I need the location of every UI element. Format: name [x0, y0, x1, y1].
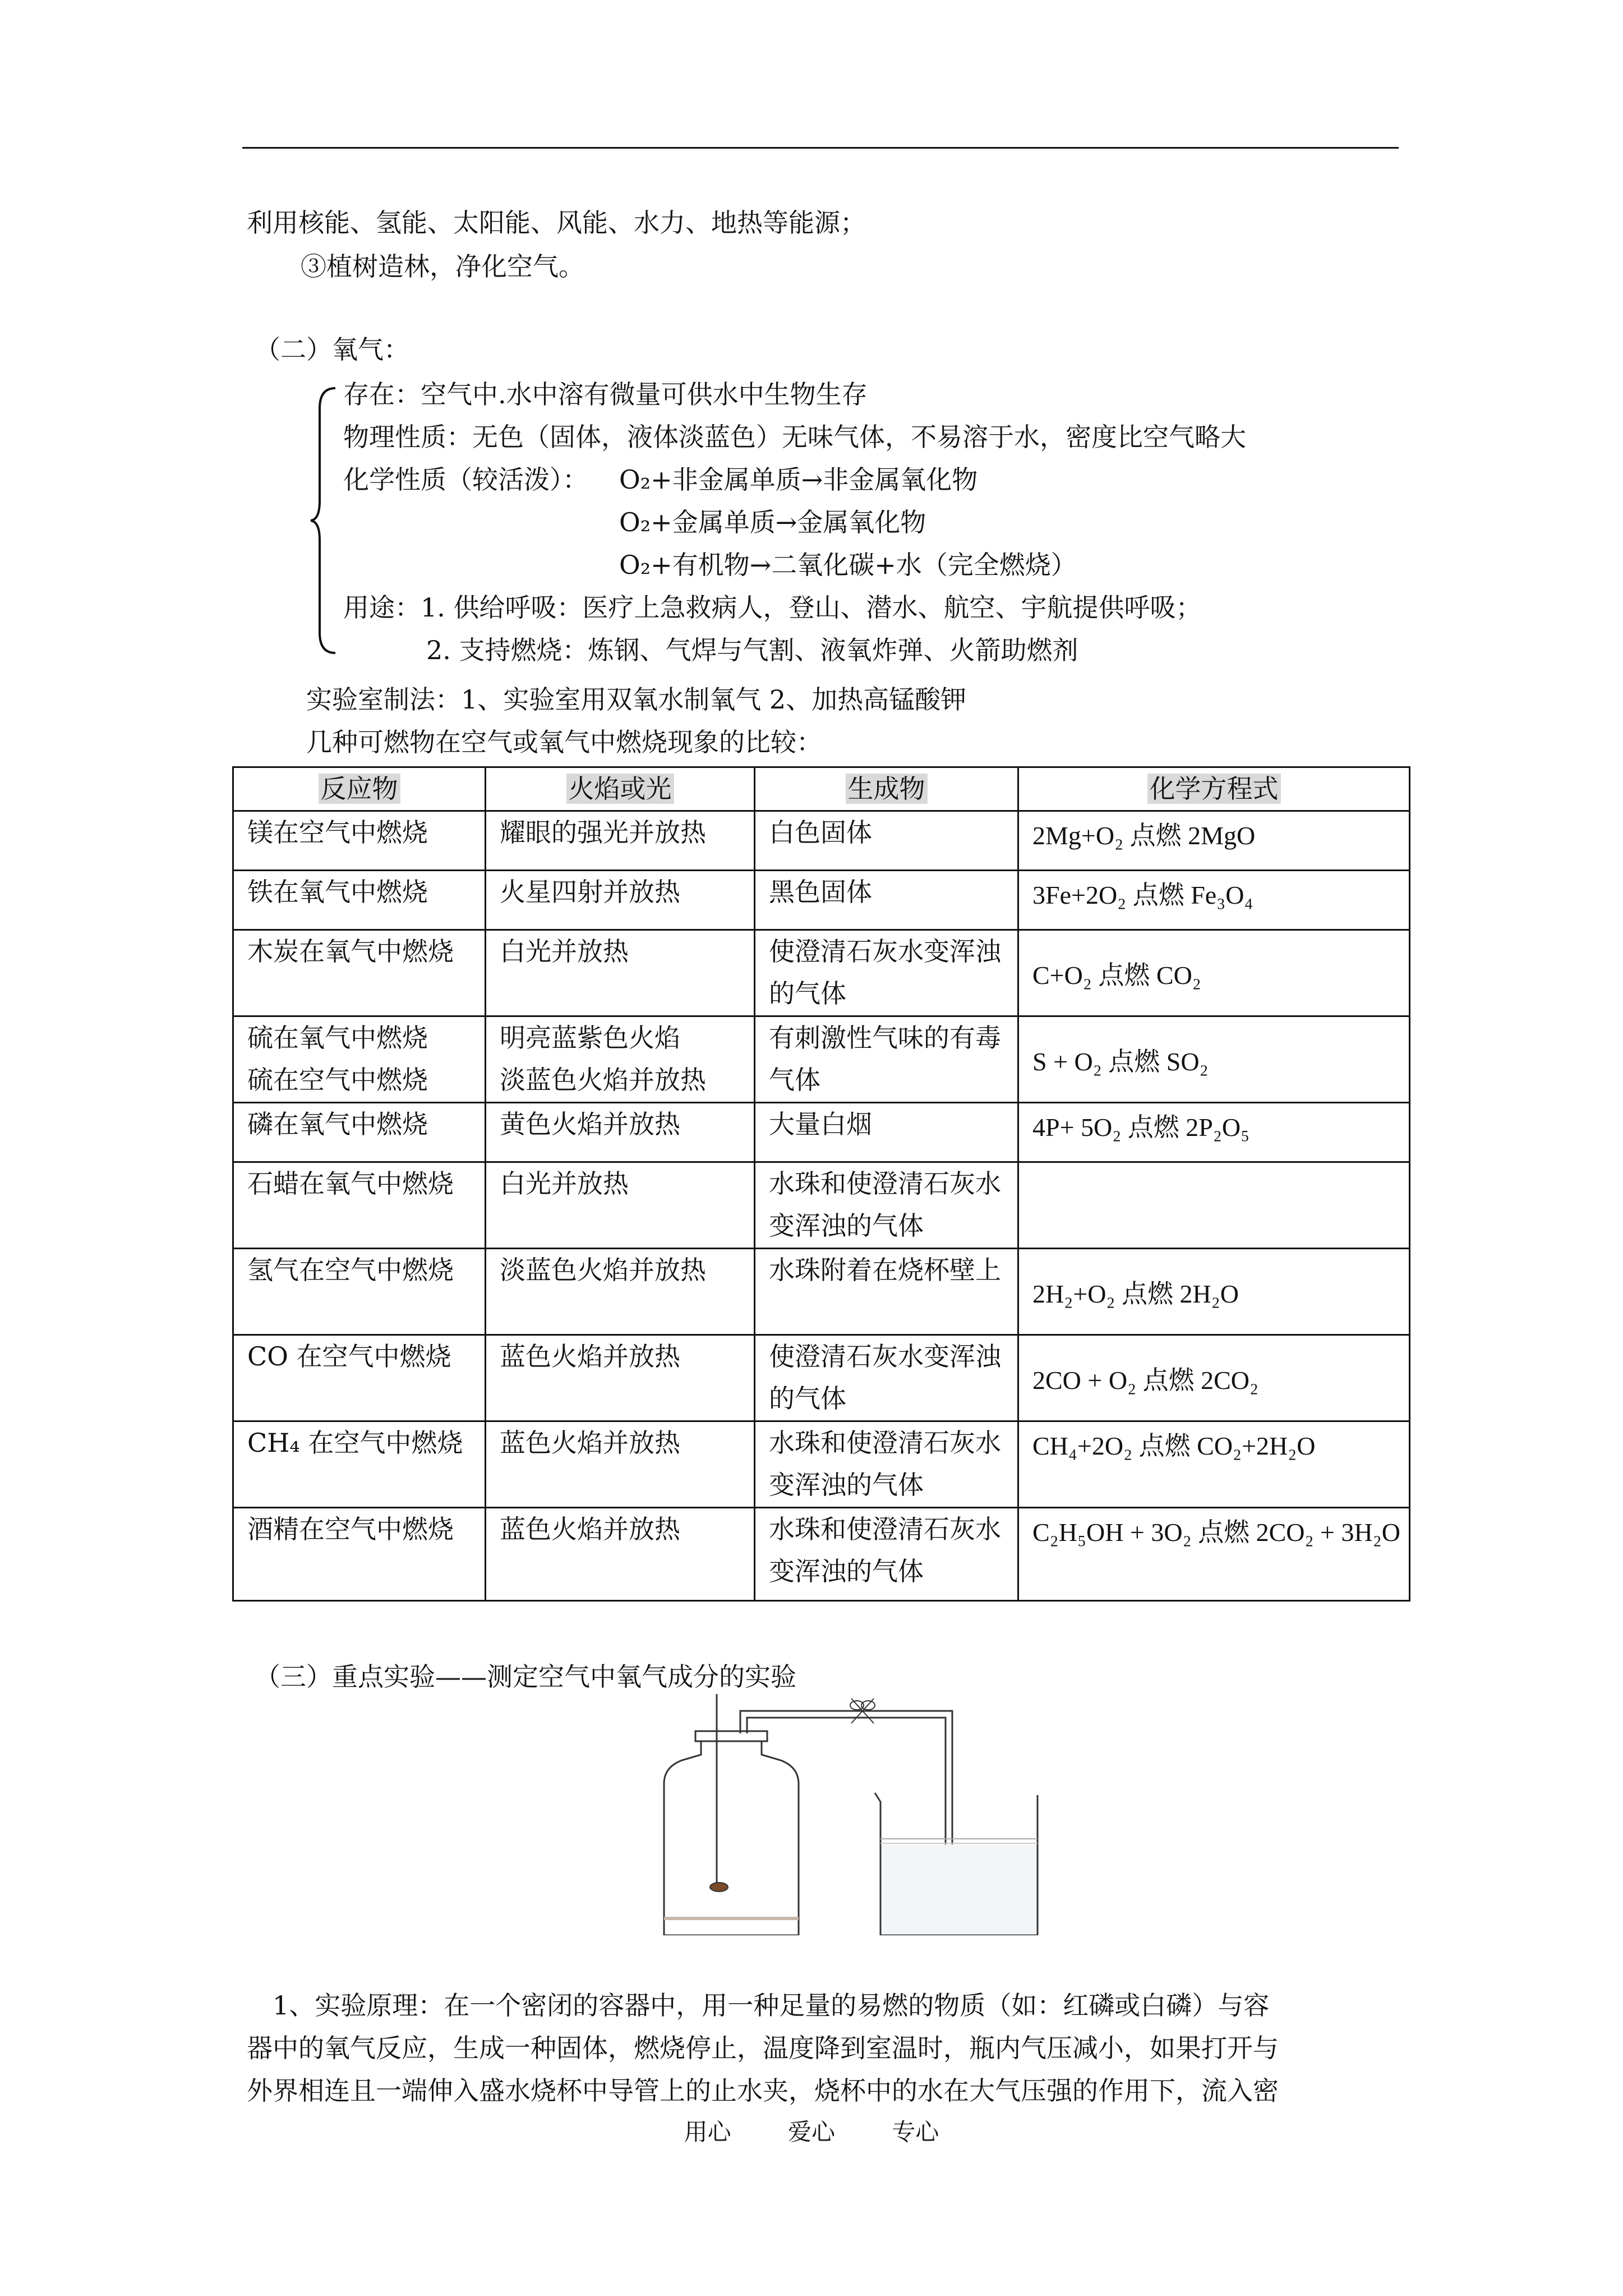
- header-rule: [242, 147, 1399, 149]
- cell-reactant: 木炭在氧气中燃烧: [233, 930, 486, 1016]
- cell-reactant: 石蜡在氧气中燃烧: [233, 1162, 486, 1249]
- cell-flame: 白光并放热: [486, 1162, 755, 1249]
- footer-text: 爱心: [787, 2118, 835, 2146]
- cell-equation: 3Fe+2O₂ 点燃 Fe₃O₄: [1018, 871, 1410, 930]
- cell-product: 有刺激性气味的有毒气体: [755, 1016, 1018, 1103]
- comparison-title: 几种可燃物在空气或氧气中燃烧现象的比较：: [306, 727, 822, 757]
- cell-flame: 淡蓝色火焰并放热: [486, 1249, 755, 1335]
- cell-flame: 蓝色火焰并放热: [486, 1335, 755, 1421]
- cell-reactant: 氢气在空气中燃烧: [233, 1249, 486, 1335]
- section-heading-oxygen: （二）氧气：: [255, 334, 409, 365]
- oxygen-chemical-1: O₂+非金属单质→非金属氧化物: [619, 464, 978, 495]
- cell-reactant: 酒精在空气中燃烧: [233, 1508, 486, 1601]
- principle-line-3: 外界相连且一端伸入盛水烧杯中导管上的止水夹，烧杯中的水在大气压强的作用下，流入密: [247, 2076, 1279, 2106]
- cell-reactant: 镁在空气中燃烧: [233, 811, 486, 871]
- cell-flame: 蓝色火焰并放热: [486, 1421, 755, 1508]
- oxygen-experiment-apparatus-figure: [645, 1694, 1049, 1935]
- cell-flame: 明亮蓝紫色火焰 淡蓝色火焰并放热: [486, 1016, 755, 1103]
- cell-product: 水珠和使澄清石灰水变浑浊的气体: [755, 1162, 1018, 1249]
- cell-product: 水珠和使澄清石灰水变浑浊的气体: [755, 1421, 1018, 1508]
- oxygen-use-2: 2. 支持燃烧：炼钢、气焊与气割、液氧炸弹、火箭助燃剂: [426, 635, 1078, 665]
- cell-reactant: CO 在空气中燃烧: [233, 1335, 486, 1421]
- table-row: [233, 811, 1410, 871]
- footer-text: 用心: [684, 2118, 731, 2146]
- cell-equation: CH₄+2O₂ 点燃 CO₂+2H₂O: [1018, 1421, 1410, 1508]
- principle-line-2: 器中的氧气反应，生成一种固体，燃烧停止，温度降到室温时，瓶内气压减小，如果打开与: [247, 2033, 1279, 2063]
- cell-product: 水珠附着在烧杯壁上: [755, 1249, 1018, 1335]
- oxygen-physical: 物理性质：无色（固体，液体淡蓝色）无味气体，不易溶于水，密度比空气略大: [343, 422, 1246, 452]
- cell-product: 使澄清石灰水变浑浊的气体: [755, 1335, 1018, 1421]
- table-row: [233, 1162, 1410, 1249]
- cell-flame: 火星四射并放热: [486, 871, 755, 930]
- table-row: [233, 871, 1410, 930]
- cell-product: 水珠和使澄清石灰水变浑浊的气体: [755, 1508, 1018, 1601]
- cell-equation: 2CO + O₂ 点燃 2CO₂: [1018, 1335, 1410, 1421]
- section-heading-experiment: （三）重点实验——测定空气中氧气成分的实验: [255, 1662, 796, 1692]
- cell-equation: S + O₂ 点燃 SO₂: [1018, 1016, 1410, 1103]
- cell-product: 黑色固体: [755, 871, 1018, 930]
- table-row: [233, 1508, 1410, 1601]
- text-line: ③植树造林，净化空气。: [301, 251, 584, 282]
- cell-equation: 2H₂+O₂ 点燃 2H₂O: [1018, 1249, 1410, 1335]
- left-brace: [307, 386, 341, 655]
- cell-equation: 4P+ 5O₂ 点燃 2P₂O₅: [1018, 1103, 1410, 1162]
- header-flame: 火焰或光: [486, 767, 755, 811]
- oxygen-chemical-3: O₂+有机物→二氧化碳+水（完全燃烧）: [619, 550, 1077, 580]
- table-row: [233, 1249, 1410, 1335]
- header-product: 生成物: [755, 767, 1018, 811]
- cell-reactant: 硫在氧气中燃烧 硫在空气中燃烧: [233, 1016, 486, 1103]
- oxygen-chemical-label: 化学性质（较活泼）：: [343, 464, 588, 495]
- header-equation: 化学方程式: [1018, 767, 1410, 811]
- table-row: [233, 1103, 1410, 1162]
- cell-flame: 黄色火焰并放热: [486, 1103, 755, 1162]
- cell-flame: 白光并放热: [486, 930, 755, 1016]
- table-row: [233, 1016, 1410, 1103]
- cell-product: 白色固体: [755, 811, 1018, 871]
- cell-product: 大量白烟: [755, 1103, 1018, 1162]
- cell-reactant: 磷在氧气中燃烧: [233, 1103, 486, 1162]
- footer-text: 专心: [892, 2118, 939, 2146]
- cell-reactant: 铁在氧气中燃烧: [233, 871, 486, 930]
- page-footer: [0, 2114, 1623, 2147]
- oxygen-existence: 存在：空气中.水中溶有微量可供水中生物生存: [343, 379, 868, 409]
- table-row: [233, 1335, 1410, 1421]
- combustion-comparison-table: [232, 766, 1410, 1602]
- cell-equation: C+O₂ 点燃 CO₂: [1018, 930, 1410, 1016]
- cell-equation: C₂H₅OH + 3O₂ 点燃 2CO₂ + 3H₂O: [1018, 1508, 1410, 1601]
- oxygen-chemical-2: O₂+金属单质→金属氧化物: [619, 507, 926, 537]
- cell-flame: 蓝色火焰并放热: [486, 1508, 755, 1601]
- principle-line-1: 1、实验原理：在一个密闭的容器中，用一种足量的易燃的物质（如：红磷或白磷）与容: [273, 1990, 1270, 2021]
- cell-flame: 耀眼的强光并放热: [486, 811, 755, 871]
- cell-equation: [1018, 1162, 1410, 1249]
- table-row: [233, 1421, 1410, 1508]
- header-reactant: 反应物: [233, 767, 486, 811]
- oxygen-use-1: 用途：1. 供给呼吸：医疗上急救病人，登山、潜水、航空、宇航提供呼吸；: [343, 592, 1202, 623]
- table-row: [233, 930, 1410, 1016]
- text-line: 利用核能、氢能、太阳能、风能、水力、地热等能源；: [247, 208, 866, 238]
- cell-reactant: CH₄ 在空气中燃烧: [233, 1421, 486, 1508]
- lab-preparation: 实验室制法：1、实验室用双氧水制氧气 2、加热高锰酸钾: [306, 684, 967, 715]
- cell-equation: 2Mg+O₂ 点燃 2MgO: [1018, 811, 1410, 871]
- cell-product: 使澄清石灰水变浑浊的气体: [755, 930, 1018, 1016]
